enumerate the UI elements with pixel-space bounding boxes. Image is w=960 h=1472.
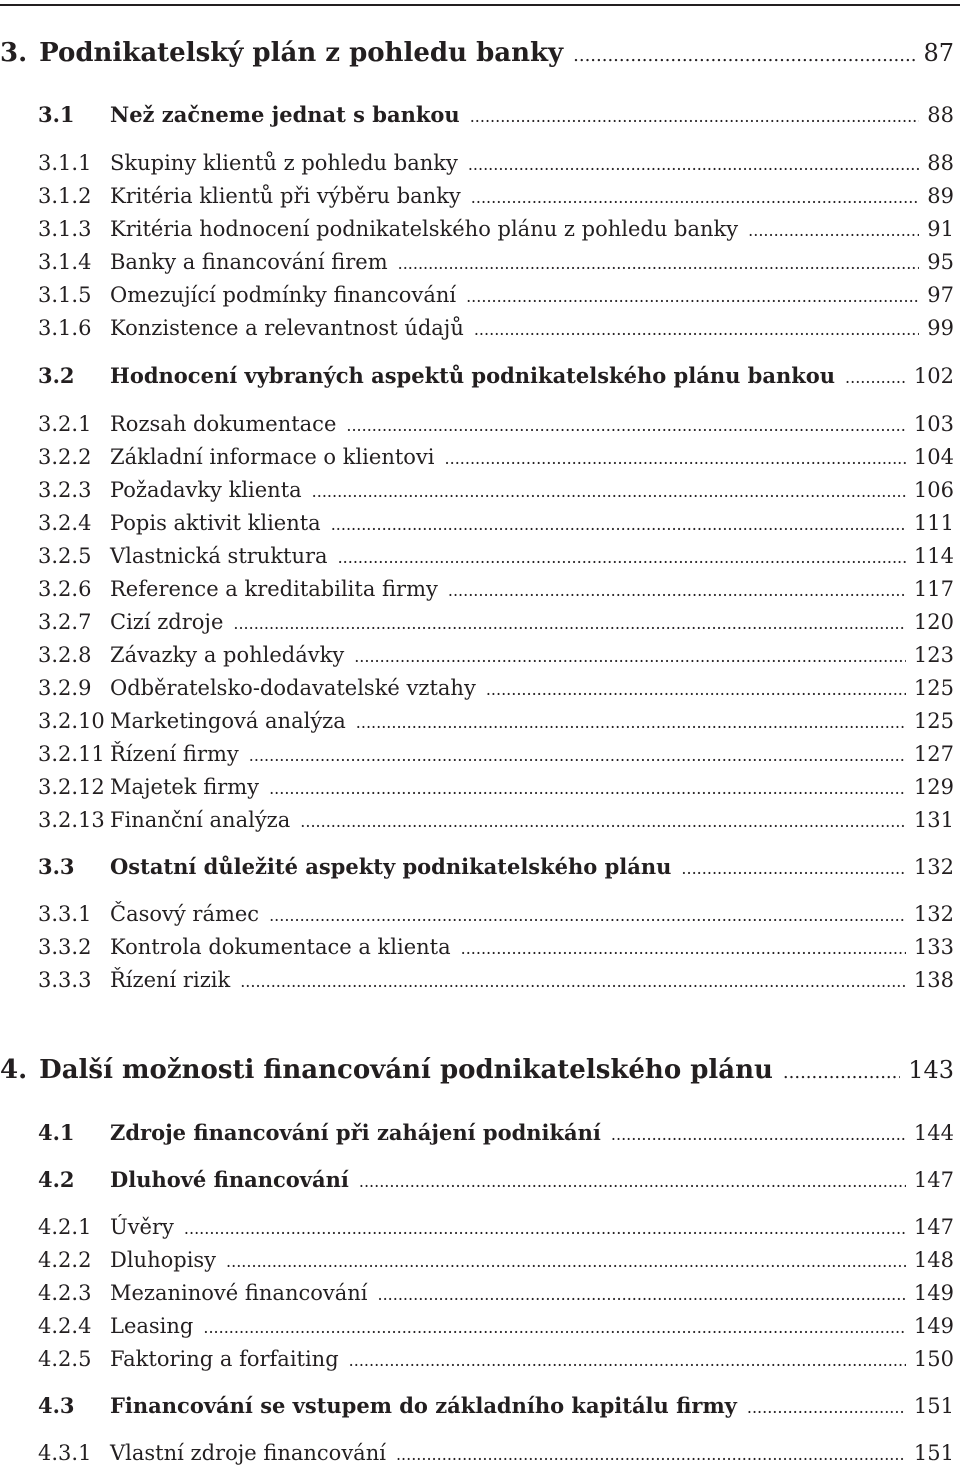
entry-page-number: 143 xyxy=(908,1056,954,1084)
entry-title: Časový rámec xyxy=(110,902,260,926)
entry-number: 4.2.2 xyxy=(38,1248,92,1272)
entry-number: 3.3.1 xyxy=(38,902,92,926)
dot-leader xyxy=(349,1344,906,1378)
dot-leader xyxy=(203,1311,906,1345)
toc-subsection-entry xyxy=(0,1309,954,1343)
toc-subsection-entry xyxy=(0,638,954,672)
entry-page-number: 132 xyxy=(913,855,954,879)
toc-section-entry xyxy=(0,850,954,884)
dot-leader xyxy=(845,361,906,395)
entry-title: Řízení firmy xyxy=(110,742,239,766)
entry-page-number: 91 xyxy=(927,217,954,241)
entry-number: 3.2.5 xyxy=(38,544,92,568)
entry-page-number: 147 xyxy=(913,1215,954,1239)
toc-subsection-entry xyxy=(0,506,954,540)
dot-leader xyxy=(396,1438,906,1472)
entry-page-number: 149 xyxy=(913,1314,954,1338)
toc-chapter-entry xyxy=(0,36,954,70)
entry-page-number: 147 xyxy=(913,1168,954,1192)
toc-subsection-entry xyxy=(0,1436,954,1470)
dot-leader xyxy=(573,39,915,73)
dot-leader xyxy=(356,706,906,740)
entry-number: 3.2.3 xyxy=(38,478,92,502)
toc-subsection-entry xyxy=(0,1210,954,1244)
entry-number: 3.1.2 xyxy=(38,184,92,208)
entry-page-number: 89 xyxy=(927,184,954,208)
dot-leader xyxy=(681,852,905,886)
entry-number: 3.2.6 xyxy=(38,577,92,601)
dot-leader xyxy=(312,475,906,509)
entry-title: Finanční analýza xyxy=(110,808,291,832)
entry-title: Další možnosti financování podnikatelského plánu xyxy=(39,1055,773,1085)
entry-page-number: 129 xyxy=(913,775,954,799)
toc-subsection-entry xyxy=(0,146,954,180)
entry-page-number: 111 xyxy=(913,511,954,535)
entry-title: Dluhopisy xyxy=(110,1248,217,1272)
entry-title: Podnikatelský plán z pohledu banky xyxy=(39,38,564,68)
entry-title: Kritéria klientů při výběru banky xyxy=(110,184,461,208)
entry-page-number: 88 xyxy=(927,151,954,175)
dot-leader xyxy=(300,805,906,839)
toc-section-entry xyxy=(0,1389,954,1423)
entry-number: 3.2.4 xyxy=(38,511,92,535)
entry-page-number: 106 xyxy=(913,478,954,502)
entry-title: Marketingová analýza xyxy=(110,709,346,733)
dot-leader xyxy=(184,1212,906,1246)
entry-title: Kontrola dokumentace a klienta xyxy=(110,935,451,959)
dot-leader xyxy=(471,181,919,215)
toc-subsection-entry xyxy=(0,770,954,804)
entry-title: Kritéria hodnocení podnikatelského plánu z pohledu banky xyxy=(110,217,739,241)
entry-page-number: 99 xyxy=(927,316,954,340)
toc-subsection-entry xyxy=(0,605,954,639)
entry-title: Cizí zdroje xyxy=(110,610,224,634)
entry-number: 3.1.6 xyxy=(38,316,92,340)
dot-leader xyxy=(474,313,919,347)
dot-leader xyxy=(359,1165,906,1199)
entry-page-number: 103 xyxy=(913,412,954,436)
dot-leader xyxy=(269,772,906,806)
toc-subsection-entry xyxy=(0,963,954,997)
entry-title: Základní informace o klientovi xyxy=(110,445,435,469)
entry-page-number: 133 xyxy=(913,935,954,959)
entry-number: 4.2.4 xyxy=(38,1314,92,1338)
entry-number: 4.1 xyxy=(38,1120,75,1145)
entry-number: 3.3.2 xyxy=(38,935,92,959)
entry-page-number: 97 xyxy=(927,283,954,307)
toc-subsection-entry xyxy=(0,704,954,738)
dot-leader xyxy=(346,409,906,443)
entry-number: 3.2.1 xyxy=(38,412,92,436)
entry-page-number: 125 xyxy=(913,709,954,733)
entry-number: 3.2 xyxy=(38,363,75,388)
entry-number: 3.2.7 xyxy=(38,610,92,634)
entry-title: Než začneme jednat s bankou xyxy=(110,102,460,127)
toc-subsection-entry xyxy=(0,737,954,771)
toc-subsection-entry xyxy=(0,212,954,246)
toc-subsection-entry xyxy=(0,278,954,312)
dot-leader xyxy=(331,508,906,542)
entry-title: Ostatní důležité aspekty podnikatelského plánu xyxy=(110,854,672,879)
entry-page-number: 120 xyxy=(913,610,954,634)
dot-leader xyxy=(470,100,920,134)
entry-number: 3.2.9 xyxy=(38,676,92,700)
dot-leader xyxy=(466,280,919,314)
entry-title: Banky a financování firem xyxy=(110,250,388,274)
entry-title: Závazky a pohledávky xyxy=(110,643,345,667)
entry-number: 3.2.2 xyxy=(38,445,92,469)
entry-page-number: 150 xyxy=(913,1347,954,1371)
entry-page-number: 149 xyxy=(913,1281,954,1305)
entry-title: Majetek firmy xyxy=(110,775,260,799)
toc-section-entry xyxy=(0,1116,954,1150)
entry-number: 4.3 xyxy=(38,1393,75,1418)
entry-page-number: 87 xyxy=(923,39,954,67)
entry-number: 4.2 xyxy=(38,1167,75,1192)
entry-page-number: 127 xyxy=(913,742,954,766)
dot-leader xyxy=(226,1245,906,1279)
entry-number: 3.1.5 xyxy=(38,283,92,307)
entry-title: Leasing xyxy=(110,1314,194,1338)
toc-subsection-entry xyxy=(0,407,954,441)
entry-title: Faktoring a forfaiting xyxy=(110,1347,339,1371)
toc-subsection-entry xyxy=(0,897,954,931)
dot-leader xyxy=(354,640,906,674)
entry-title: Mezaninové financování xyxy=(110,1281,368,1305)
dot-leader xyxy=(249,739,906,773)
dot-leader xyxy=(611,1118,906,1152)
entry-title: Hodnocení vybraných aspektů podnikatelského plánu bankou xyxy=(110,363,836,388)
toc-subsection-entry xyxy=(0,245,954,279)
toc-subsection-entry xyxy=(0,803,954,837)
toc-subsection-entry xyxy=(0,930,954,964)
entry-title: Popis aktivit klienta xyxy=(110,511,321,535)
entry-title: Omezující podmínky financování xyxy=(110,283,457,307)
dot-leader xyxy=(240,965,906,999)
dot-leader xyxy=(748,214,919,248)
entry-page-number: 132 xyxy=(913,902,954,926)
entry-title: Vlastnická struktura xyxy=(110,544,328,568)
entry-title: Požadavky klienta xyxy=(110,478,302,502)
entry-page-number: 88 xyxy=(927,103,954,127)
toc-chapter-entry xyxy=(0,1053,954,1087)
entry-page-number: 117 xyxy=(913,577,954,601)
entry-number: 3.2.8 xyxy=(38,643,92,667)
entry-title: Odběratelsko-dodavatelské vztahy xyxy=(110,676,476,700)
entry-title: Reference a kreditabilita firmy xyxy=(110,577,438,601)
entry-title: Skupiny klientů z pohledu banky xyxy=(110,151,458,175)
entry-title: Vlastní zdroje financování xyxy=(110,1441,386,1465)
dot-leader xyxy=(398,247,920,281)
entry-number: 4. xyxy=(0,1055,28,1085)
entry-number: 3.3 xyxy=(38,854,75,879)
entry-number: 3.2.12 xyxy=(38,775,105,799)
toc-subsection-entry xyxy=(0,1342,954,1376)
entry-page-number: 138 xyxy=(913,968,954,992)
toc-subsection-entry xyxy=(0,671,954,705)
dot-leader xyxy=(783,1056,900,1090)
entry-page-number: 104 xyxy=(913,445,954,469)
toc-subsection-entry xyxy=(0,179,954,213)
entry-title: Dluhové financování xyxy=(110,1167,349,1192)
entry-page-number: 102 xyxy=(913,364,954,388)
dot-leader xyxy=(378,1278,906,1312)
toc-subsection-entry xyxy=(0,440,954,474)
entry-number: 3.1 xyxy=(38,102,75,127)
entry-page-number: 131 xyxy=(913,808,954,832)
entry-title: Zdroje financování při zahájení podnikání xyxy=(110,1120,601,1145)
dot-leader xyxy=(269,899,906,933)
toc-section-entry xyxy=(0,1163,954,1197)
entry-number: 4.2.3 xyxy=(38,1281,92,1305)
entry-number: 3.2.10 xyxy=(38,709,105,733)
dot-leader xyxy=(486,673,906,707)
entry-page-number: 114 xyxy=(913,544,954,568)
entry-number: 4.2.5 xyxy=(38,1347,92,1371)
entry-number: 3.3.3 xyxy=(38,968,92,992)
entry-title: Úvěry xyxy=(110,1215,174,1239)
entry-number: 3. xyxy=(0,38,28,68)
dot-leader xyxy=(468,148,919,182)
entry-page-number: 151 xyxy=(913,1394,954,1418)
entry-page-number: 151 xyxy=(913,1441,954,1465)
entry-title: Financování se vstupem do základního kapitálu firmy xyxy=(110,1393,737,1418)
entry-number: 3.2.11 xyxy=(38,742,105,766)
dot-leader xyxy=(445,442,906,476)
toc-subsection-entry xyxy=(0,539,954,573)
toc-section-entry xyxy=(0,359,954,393)
dot-leader xyxy=(233,607,906,641)
entry-number: 4.3.1 xyxy=(38,1441,92,1465)
toc-subsection-entry xyxy=(0,473,954,507)
entry-title: Konzistence a relevantnost údajů xyxy=(110,316,464,340)
toc-section-entry xyxy=(0,98,954,132)
dot-leader xyxy=(448,574,906,608)
entry-page-number: 123 xyxy=(913,643,954,667)
entry-title: Řízení rizik xyxy=(110,968,231,992)
entry-page-number: 148 xyxy=(913,1248,954,1272)
dot-leader xyxy=(338,541,906,575)
toc-subsection-entry xyxy=(0,311,954,345)
dot-leader xyxy=(461,932,906,966)
dot-leader xyxy=(747,1391,906,1425)
entry-number: 3.1.4 xyxy=(38,250,92,274)
toc-subsection-entry xyxy=(0,1243,954,1277)
entry-page-number: 125 xyxy=(913,676,954,700)
entry-title: Rozsah dokumentace xyxy=(110,412,337,436)
entry-number: 4.2.1 xyxy=(38,1215,92,1239)
entry-number: 3.1.1 xyxy=(38,151,92,175)
entry-number: 3.1.3 xyxy=(38,217,92,241)
entry-page-number: 95 xyxy=(927,250,954,274)
toc-subsection-entry xyxy=(0,572,954,606)
entry-number: 3.2.13 xyxy=(38,808,105,832)
toc-subsection-entry xyxy=(0,1276,954,1310)
entry-page-number: 144 xyxy=(913,1121,954,1145)
